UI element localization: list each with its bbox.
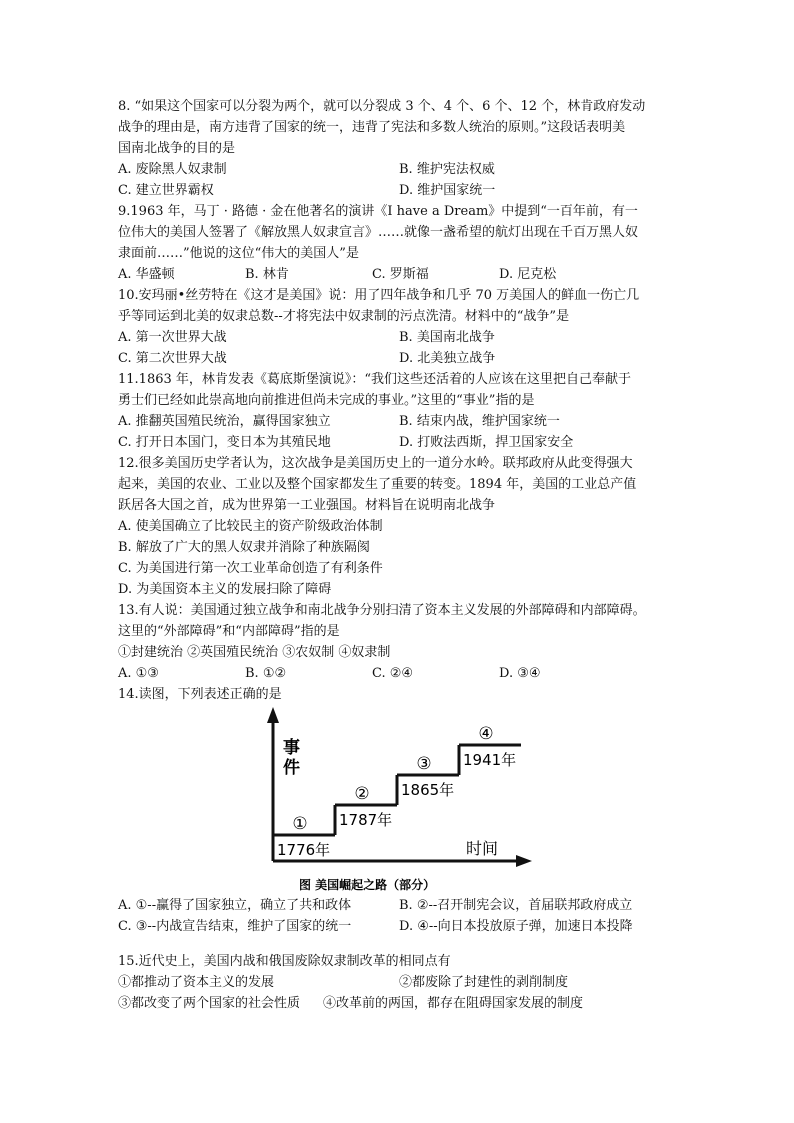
step-year-label: 1865年	[401, 781, 455, 799]
staircase-diagram	[266, 705, 536, 893]
step-marker: ③	[416, 754, 432, 774]
option-b: B. 美国南北战争	[399, 330, 495, 345]
statement-4: ④改革前的两国，都存在阻碍国家发展的制度	[323, 996, 584, 1011]
question-stem: 隶面前……”他说的这位“伟大的美国人”是	[118, 246, 359, 261]
exam-page	[118, 96, 688, 1014]
question-10	[118, 285, 688, 369]
question-13	[118, 600, 688, 684]
question-stem: 跃居各大国之首，成为世界第一工业强国。材料旨在说明南北战争	[118, 498, 496, 513]
step-marker: ①	[292, 814, 308, 834]
option-b: B. ①②	[245, 666, 287, 681]
question-12	[118, 453, 688, 600]
step-marker: ④	[478, 724, 494, 744]
option-d: D. ③④	[499, 666, 541, 681]
question-stem: 战争的理由是，南方违背了国家的统一，违背了宪法和多数人统治的原则。”这段话表明美	[118, 120, 626, 135]
question-stem: 国南北战争的目的是	[118, 141, 236, 156]
question-stem: 位伟大的美国人签署了《解放黑人奴隶宣言》……就像一盏希望的航灯出现在千百万黑人奴	[118, 225, 639, 240]
option-c: C. ③--内战宣告结束，维护了国家的统一	[118, 919, 352, 934]
question-stem: 10.安玛丽•丝劳特在《这才是美国》说：用了四年战争和几乎 70 万美国人的鲜血一伤亡几	[118, 288, 640, 303]
question-14	[118, 684, 688, 937]
statement-3: ③都改变了两个国家的社会性质	[118, 996, 301, 1011]
statement-2: ②都废除了封建性的剥削制度	[399, 975, 569, 990]
option-a: A. 第一次世界大战	[118, 330, 227, 345]
question-8	[118, 96, 688, 201]
option-a: A. ①--赢得了国家独立，确立了共和政体	[118, 898, 352, 913]
question-9	[118, 201, 688, 285]
option-c: C. ②④	[372, 666, 414, 681]
step-year-label: 1941年	[463, 751, 517, 769]
option-c: C. 建立世界霸权	[118, 183, 214, 198]
question-stem: 8. “如果这个国家可以分裂为两个，就可以分裂成 3 个、4 个、6 个、12 个，林肯政府发动	[118, 99, 646, 114]
option-b: B. ②--召开制宪会议，首届联邦政府成立	[399, 898, 633, 913]
question-stem: 12.很多美国历史学者认为，这次战争是美国历史上的一道分水岭。联邦政府从此变得强大	[118, 456, 633, 471]
question-stem: 11.1863 年，林肯发表《葛底斯堡演说》：“我们这些还活着的人应该在这里把自己奉献于	[118, 372, 632, 387]
y-axis-label-1: 事	[283, 738, 300, 758]
statement-1: ①都推动了资本主义的发展	[118, 975, 275, 990]
figure-caption: 图 美国崛起之路（部分）	[299, 878, 436, 892]
option-b: B. 林肯	[245, 267, 289, 282]
question-stem: 13.有人说：美国通过独立战争和南北战争分别扫清了资本主义发展的外部障碍和内部障碍。	[118, 603, 646, 618]
option-d: D. 尼克松	[499, 267, 557, 282]
option-a: A. ①③	[118, 666, 159, 681]
question-stem: 这里的“外部障碍”和“内部障碍”指的是	[118, 624, 340, 639]
option-c: C. 打开日本国门，变日本为其殖民地	[118, 435, 331, 450]
question-stem: 起来，美国的农业、工业以及整个国家都发生了重要的转变。1894 年，美国的工业总产值	[118, 477, 637, 492]
question-stem: ①封建统治 ②英国殖民统治 ③农奴制 ④奴隶制	[118, 645, 391, 660]
option-b: B. 结束内战，维护国家统一	[399, 414, 560, 429]
question-15	[118, 951, 688, 1014]
option-d: D. 维护国家统一	[399, 183, 496, 198]
option-d: D. 打败法西斯，捍卫国家安全	[399, 435, 574, 450]
option-a: A. 推翻英国殖民统治，赢得国家独立	[118, 414, 331, 429]
option-d: D. ④--向日本投放原子弹，加速日本投降	[399, 919, 633, 934]
question-stem: 14.读图，下列表述正确的是	[118, 687, 282, 702]
x-axis-arrow-icon	[516, 855, 532, 867]
question-stem: 勇士们已经如此崇高地向前推进但尚未完成的事业。”这里的“事业”指的是	[118, 393, 535, 408]
option-d: D. 为美国资本主义的发展扫除了障碍	[118, 582, 332, 597]
option-c: C. 罗斯福	[372, 267, 429, 282]
x-axis-label: 时间	[466, 839, 499, 858]
step-year-label: 1787年	[339, 811, 393, 829]
question-stem: 乎等同运到北美的奴隶总数--才将宪法中奴隶制的污点洗清。材料中的“战争”是	[118, 309, 570, 324]
question-stem: 15.近代史上，美国内战和俄国废除奴隶制改革的相同点有	[118, 954, 451, 969]
option-a: A. 废除黑人奴隶制	[118, 162, 227, 177]
option-a: A. 华盛顿	[118, 267, 175, 282]
option-a: A. 使美国确立了比较民主的资产阶级政治体制	[118, 519, 383, 534]
y-axis-arrow-icon	[267, 707, 279, 723]
option-c: C. 为美国进行第一次工业革命创造了有利条件	[118, 561, 383, 576]
step-year-label: 1776年	[277, 841, 331, 859]
y-axis-label-2: 件	[283, 758, 300, 778]
option-b: B. 解放了广大的黑人奴隶并消除了种族隔阂	[118, 540, 370, 555]
option-d: D. 北美独立战争	[399, 351, 496, 366]
option-b: B. 维护宪法权威	[399, 162, 495, 177]
step-marker: ②	[354, 784, 370, 804]
option-c: C. 第二次世界大战	[118, 351, 227, 366]
question-stem: 9.1963 年，马丁 · 路德 · 金在他著名的演讲《I have a Dream》中提到“一百年前，有一	[118, 204, 638, 219]
staircase-figure	[118, 705, 688, 895]
question-11	[118, 369, 688, 453]
